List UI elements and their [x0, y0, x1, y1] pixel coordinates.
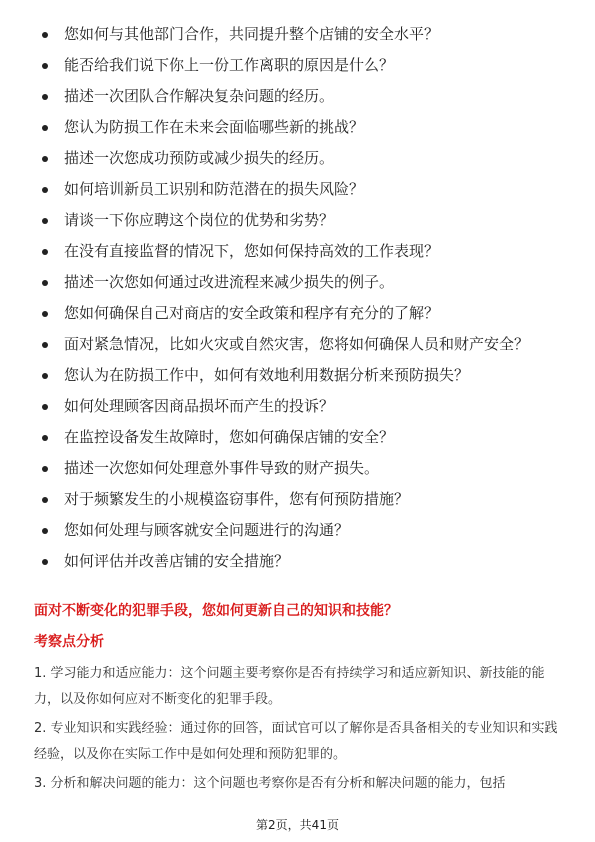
question-text: 描述一次您成功预防或减少损失的经历。	[64, 149, 335, 167]
question-text: 描述一次您如何通过改进流程来减少损失的例子。	[64, 273, 395, 291]
bullet-icon	[42, 125, 48, 131]
question-item	[40, 518, 560, 543]
question-item	[40, 84, 560, 109]
question-item	[40, 332, 560, 357]
question-text: 如何培训新员工识别和防范潜在的损失风险？	[64, 180, 365, 198]
question-item	[40, 239, 560, 264]
question-item	[40, 301, 560, 326]
question-item	[40, 115, 560, 140]
analysis-section-title: 考察点分析	[34, 634, 104, 650]
bullet-icon	[42, 528, 48, 534]
bullet-icon	[42, 32, 48, 38]
bullet-icon	[42, 280, 48, 286]
bullet-icon	[42, 435, 48, 441]
question-item	[40, 270, 560, 295]
bullet-icon	[42, 559, 48, 565]
question-item	[40, 146, 560, 171]
question-item	[40, 53, 560, 78]
page-footer	[0, 816, 595, 833]
question-text: 您如何处理与顾客就安全问题进行的沟通？	[64, 521, 350, 539]
page-number: 第2页，共41页	[256, 818, 339, 832]
featured-question-heading: 面对不断变化的犯罪手段，您如何更新自己的知识和技能？	[34, 603, 398, 619]
bullet-icon	[42, 63, 48, 69]
question-text: 您如何与其他部门合作，共同提升整个店铺的安全水平？	[64, 25, 440, 43]
bullet-icon	[42, 187, 48, 193]
question-text: 能否给我们说下你上一份工作离职的原因是什么？	[64, 56, 395, 74]
bullet-icon	[42, 94, 48, 100]
bullet-icon	[42, 218, 48, 224]
question-text: 请谈一下你应聘这个岗位的优势和劣势？	[64, 211, 335, 229]
bullet-icon	[42, 342, 48, 348]
question-text: 您如何确保自己对商店的安全政策和程序有充分的了解？	[64, 304, 440, 322]
question-text: 描述一次团队合作解决复杂问题的经历。	[64, 87, 335, 105]
analysis-point: 2. 专业知识和实践经验：通过你的回答，面试官可以了解你是否具备相关的专业知识和实践经验，以及你在实际工作中是如何处理和预防犯罪的。	[34, 721, 558, 762]
bullet-icon	[42, 497, 48, 503]
question-text: 在监控设备发生故障时，您如何确保店铺的安全？	[64, 428, 395, 446]
question-text: 对于频繁发生的小规模盗窃事件，您有何预防措施？	[64, 490, 410, 508]
question-text: 您认为在防损工作中，如何有效地利用数据分析来预防损失？	[64, 366, 470, 384]
bullet-icon	[42, 373, 48, 379]
question-item	[40, 177, 560, 202]
question-text: 如何评估并改善店铺的安全措施？	[64, 552, 290, 570]
bullet-icon	[42, 466, 48, 472]
bullet-icon	[42, 311, 48, 317]
question-text: 在没有直接监督的情况下，您如何保持高效的工作表现？	[64, 242, 440, 260]
analysis-points	[34, 661, 564, 800]
question-item	[40, 425, 560, 450]
question-list	[40, 22, 560, 580]
question-text: 面对紧急情况，比如火灾或自然灾害，您将如何确保人员和财产安全？	[64, 335, 530, 353]
bullet-icon	[42, 156, 48, 162]
question-item	[40, 208, 560, 233]
bullet-icon	[42, 249, 48, 255]
question-text: 您认为防损工作在未来会面临哪些新的挑战？	[64, 118, 365, 136]
analysis-point: 1. 学习能力和适应能力：这个问题主要考察你是否有持续学习和适应新知识、新技能的能力，以及你如何应对不断变化的犯罪手段。	[34, 666, 545, 707]
question-text: 描述一次您如何处理意外事件导致的财产损失。	[64, 459, 380, 477]
question-item	[40, 456, 560, 481]
bullet-icon	[42, 404, 48, 410]
question-text: 如何处理顾客因商品损坏而产生的投诉？	[64, 397, 335, 415]
question-item	[40, 549, 560, 574]
question-item	[40, 394, 560, 419]
analysis-point: 3. 分析和解决问题的能力：这个问题也考察你是否有分析和解决问题的能力，包括	[34, 776, 506, 791]
question-item	[40, 22, 560, 47]
question-item	[40, 487, 560, 512]
question-item	[40, 363, 560, 388]
